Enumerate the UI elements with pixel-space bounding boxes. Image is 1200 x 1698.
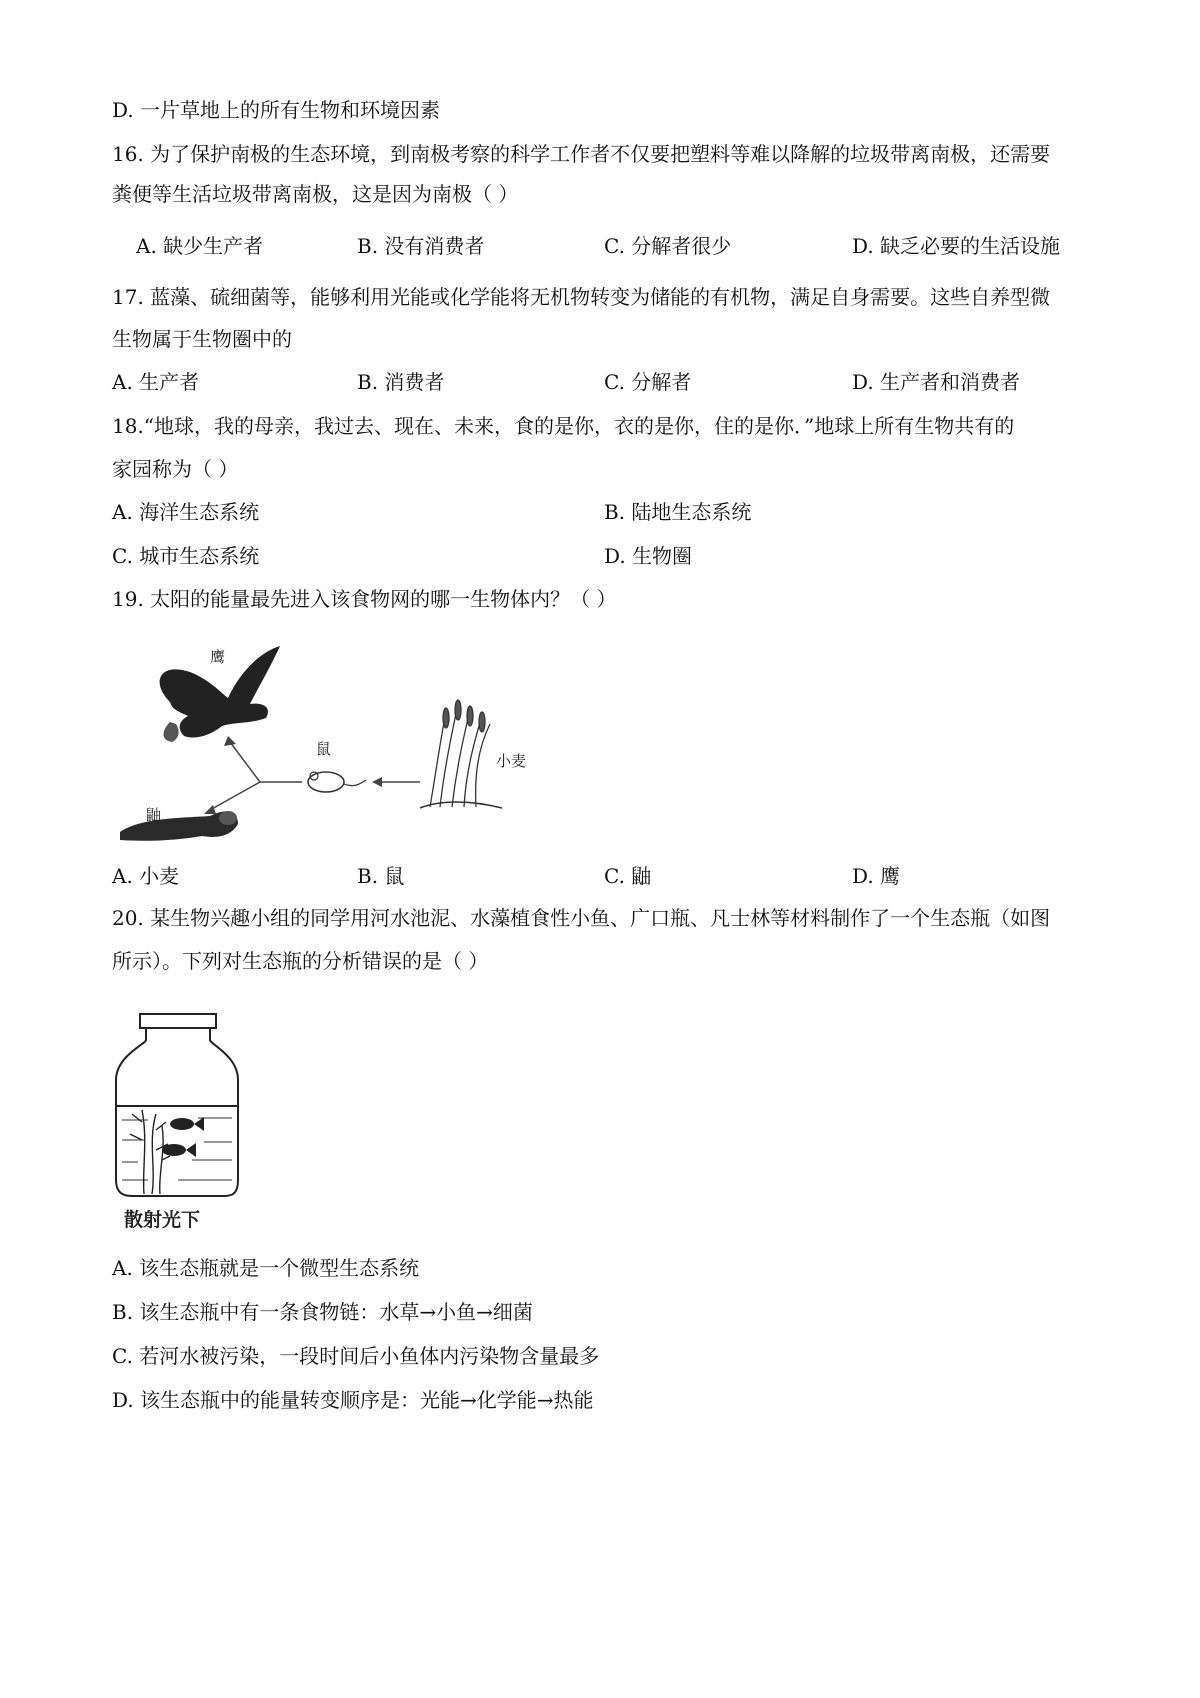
q16-stem-line1: 16. 为了保护南极的生态环境，到南极考察的科学工作者不仅要把塑料等难以降解的垃圾带离南极，还需要 bbox=[112, 142, 1051, 166]
q16-option-c: C. 分解者很少 bbox=[604, 234, 732, 258]
q17-option-c: C. 分解者 bbox=[604, 370, 692, 394]
q17-option-d: D. 生产者和消费者 bbox=[852, 370, 1021, 394]
eco-bottle-figure bbox=[108, 1010, 248, 1250]
q18-option-c: C. 城市生态系统 bbox=[112, 544, 260, 568]
fish-1 bbox=[170, 1117, 204, 1131]
bottle-caption: 散射光下 bbox=[124, 1209, 201, 1231]
q16-option-b: B. 没有消费者 bbox=[357, 234, 485, 258]
q15-option-d: D. 一片草地上的所有生物和环境因素 bbox=[112, 98, 441, 122]
wheat-illustration bbox=[420, 700, 502, 808]
q18-stem-line2: 家园称为（ ） bbox=[112, 457, 239, 481]
label-eagle: 鹰 bbox=[210, 648, 226, 666]
q16-option-d: D. 缺乏必要的生活设施 bbox=[852, 234, 1061, 258]
q17-option-b: B. 消费者 bbox=[357, 370, 445, 394]
q17-stem-line1: 17. 蓝藻、硫细菌等，能够利用光能或化学能将无机物转变为储能的有机物，满足自身需要。这些自养型微 bbox=[112, 285, 1051, 309]
fish-2 bbox=[162, 1143, 196, 1157]
label-weasel: 鼬 bbox=[146, 806, 162, 824]
label-mouse: 鼠 bbox=[316, 740, 332, 758]
q19-stem: 19. 太阳的能量最先进入该食物网的哪一生物体内？（ ） bbox=[112, 587, 617, 611]
weasel-illustration bbox=[120, 811, 238, 841]
q18-option-b: B. 陆地生态系统 bbox=[604, 500, 752, 524]
q20-option-c: C. 若河水被污染，一段时间后小鱼体内污染物含量最多 bbox=[112, 1344, 600, 1368]
q19-option-a: A. 小麦 bbox=[112, 864, 180, 888]
q20-option-b: B. 该生态瓶中有一条食物链：水草→小鱼→细菌 bbox=[112, 1300, 533, 1324]
mouse-illustration bbox=[308, 772, 366, 792]
q19-option-d: D. 鹰 bbox=[852, 864, 901, 888]
q16-option-a: A. 缺少生产者 bbox=[136, 234, 264, 258]
bottle-illustration bbox=[116, 1014, 238, 1196]
q18-stem-line1: 18.“地球，我的母亲，我过去、现在、未来，食的是你，衣的是你，住的是你．”地球上所有生物共有的 bbox=[112, 414, 1015, 438]
q18-option-a: A. 海洋生态系统 bbox=[112, 500, 260, 524]
q20-stem-line2: 所示）。下列对生态瓶的分析错误的是（ ） bbox=[112, 949, 489, 973]
q20-stem-line1: 20. 某生物兴趣小组的同学用河水池泥、水藻植食性小鱼、广口瓶、凡士林等材料制作了一个生态瓶（如图 bbox=[112, 906, 1051, 930]
q19-option-c: C. 鼬 bbox=[604, 864, 652, 888]
q16-stem-line2: 粪便等生活垃圾带离南极，这是因为南极（ ） bbox=[112, 182, 519, 206]
q18-option-d: D. 生物圈 bbox=[604, 544, 693, 568]
q17-option-a: A. 生产者 bbox=[112, 370, 200, 394]
q19-option-b: B. 鼠 bbox=[357, 864, 405, 888]
q20-option-a: A. 该生态瓶就是一个微型生态系统 bbox=[112, 1256, 420, 1280]
q17-stem-line2: 生物属于生物圈中的 bbox=[112, 327, 292, 351]
label-wheat: 小麦 bbox=[496, 752, 527, 770]
q20-option-d: D. 该生态瓶中的能量转变顺序是：光能→化学能→热能 bbox=[112, 1388, 594, 1412]
